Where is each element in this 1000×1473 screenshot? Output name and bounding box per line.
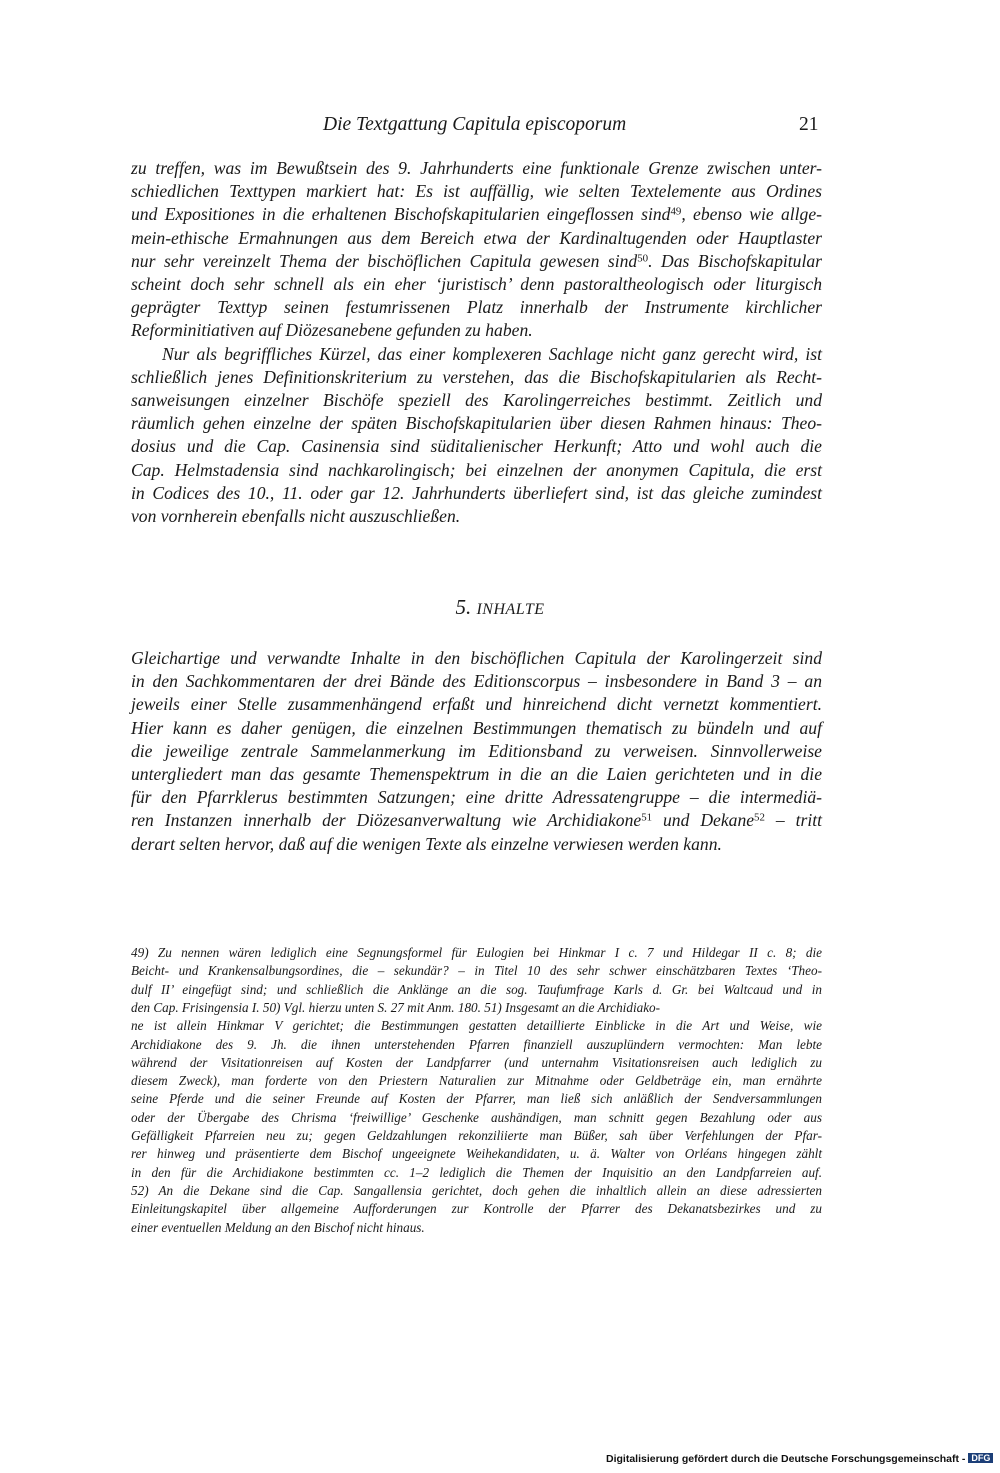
section-line: derart selten hervor, daß auf die wenigen Texte als einzelne verwiesen werden kann. [131,833,722,854]
footnote-line: ne ist allein Hinkmar V gerichtet; die Bestimmungen gestatten detaillierte Einblicke in die Art und Weise, wie [131,1018,822,1034]
footnote-line: diesem Zweck), man forderte von den Priestern Naturalien zur Mitnahme oder Geldbeträge ein, man ernährte [131,1073,822,1089]
body-line: mein-ethische Ermahnungen aus dem Bereich etwa der Kardinaltugenden oder Hauptlaster [131,227,822,248]
section-line: untergliedert man das gesamte Themenspektrum in die an die Laien gerichteten und in die [131,764,822,784]
footnote-line: Beicht- und Krankensalbungsordines, die – sekundär? – in Titel 10 des sehr schwer einschätzbaren Textes ‘Theo- [131,963,822,979]
body-line: schiedlichen Texttypen markiert hat: Es ist auffällig, wie selten Textelemente aus Ordines [131,181,822,202]
footnote-line: während der Visitationreisen auf Kosten der Landpfarrer (und unternahm Visitationsreisen auch lediglich zu [131,1054,822,1070]
digitization-credit [606,1453,993,1465]
body-line: geprägter Texttyp seinen festumrissenen Platz innerhalb der Instrumente kirchlicher [131,297,822,318]
body-line: Cap. Helmstadensia sind nachkarolingisch; bei einzelnen der anonymen Capitula, die erst [131,459,822,480]
section-line: die jeweilige zentrale Sammelanmerkung im Editionsband zu verweisen. Sinnvollerweise [131,740,822,761]
section-line: ren Instanzen innerhalb der Diözesanverwaltung wie Archidiakone$^{51}$ und Dekane$^{52}$ – tritt [131,810,822,831]
body-line: schließlich jenes Definitionskriterium zu verstehen, das die Bischofskapitularien als Recht- [131,366,822,387]
footnote-line: 52) An die Dekane sind die Cap. Sangallensia gerichtet, doch gehen die inhaltlich allein an diese adressierten [131,1182,822,1198]
footnote-line: rer hinweg und präsentierte dem Bischof ungeeignete Weihekandidaten, u. ä. Walter von Orléans hingegen zählt [131,1146,822,1162]
footnote-line: seine Pferde und die seiner Freunde auf Kosten der Pfarrer, man ließ sich anläßlich der Sendversammlungen [131,1091,822,1107]
footnote-line: Archidiakone des 9. Jh. die ihnen unterstehenden Pfarren finanziell auszuplündern vermochten: Man lebte [131,1036,822,1052]
page-number: 21 [799,114,819,135]
body-line: scheint doch sehr schnell als ein eher ‘juristisch’ denn pastoraltheologisch oder liturgisch [131,274,822,294]
footnote-line: dulf II’ eingefügt sind; und schließlich die Anklänge an die sog. Taufumfrage Karls d. Gr. bei Waltcaud und in [131,981,822,997]
body-line: und Expositiones in die erhaltenen Bischofskapitularien eingeflossen sind$^{49}$, ebenso wie allge- [131,204,822,225]
section-line: für den Pfarrklerus bestimmten Satzungen; eine dritte Adressatengruppe – die intermediä- [131,787,822,808]
body-line: in Codices des 10., 11. oder gar 12. Jahrhunderts überliefert sind, ist das gleiche zumindest [131,482,822,503]
body-line: von vornherein ebenfalls nicht auszuschließen. [131,506,461,526]
footnote-line: 49) Zu nennen wären lediglich eine Segnungsformel für Eulogien bei Hinkmar I c. 7 und Hildegar II c. 8; die [131,945,822,960]
dfg-logo-icon: DFG [968,1453,993,1463]
section-line: in den Sachkommentaren der drei Bände des Editionscorpus – insbesondere in Band 3 – an [131,671,822,692]
body-line: räumlich gehen einzelne der späten Bischofskapitularien über diesen Rahmen hinaus: Theo- [131,413,822,434]
section-line: Hier kann es daher genügen, die einzelnen Bestimmungen thematisch zu bündeln und auf [131,717,822,738]
footnote-line: oder der Übergabe des Chrisma ‘freiwillige’ Geschenke aushändigen, man schnitt gegen Bezahlung oder aus [131,1109,822,1125]
footnote-line: in den für die Archidiakone bestimmten cc. 1–2 lediglich die Themen der Inquisitio an den Landpfarreien auf. [131,1164,822,1180]
footnote-line: einer eventuellen Meldung an den Bischof nicht hinaus. [131,1219,425,1235]
section-title: INHALTE [476,601,545,618]
footnote-line: Gefälligkeit Pfarreien neu zu; gegen Geldzahlungen rekonziliierte man Büßer, sah über Verfehlungen der Pfar- [131,1128,822,1143]
section-line: Gleichartige und verwandte Inhalte in den bischöflichen Capitula der Karolingerzeit sind [131,648,822,668]
running-header-title: Die Textgattung Capitula episcoporum [323,114,627,135]
body-line: Reforminitiativen auf Diözesanebene gefunden zu haben. [131,320,533,341]
footnote-line: den Cap. Frisingensia I. 50) Vgl. hierzu unten S. 27 mit Anm. 180. 51) Insgesamt an die Archidiako- [131,999,661,1015]
section-heading [0,594,1000,623]
body-line: nur sehr vereinzelt Thema der bischöflichen Capitula gewesen sind$^{50}$. Das Bischofskapitular [131,250,822,271]
section-number: 5. [455,595,472,619]
section-line: jeweils einer Stelle zusammenhängend erfaßt und hinreichend dicht vernetzt kommentiert. [131,694,822,715]
body-line: Nur als begriffliches Kürzel, das einer komplexeren Sachlage nicht ganz gerecht wird, ist [162,343,822,364]
body-line: sanweisungen einzelner Bischöfe speziell des Karolingerreiches bestimmt. Zeitlich und [131,390,822,410]
credit-text: Digitalisierung gefördert durch die Deutsche Forschungsgemeinschaft - [606,1453,966,1465]
footnote-line: Einleitungskapitel über allgemeine Aufforderungen zur Kontrolle der Pfarrer des Dekanatsbezirkes und zu [131,1201,822,1217]
body-line: dosius und die Cap. Casinensia sind süditalienischer Herkunft; Atto und wohl auch die [131,436,822,457]
body-line: zu treffen, was im Bewußtsein des 9. Jahrhunderts eine funktionale Grenze zwischen unter- [131,158,822,178]
